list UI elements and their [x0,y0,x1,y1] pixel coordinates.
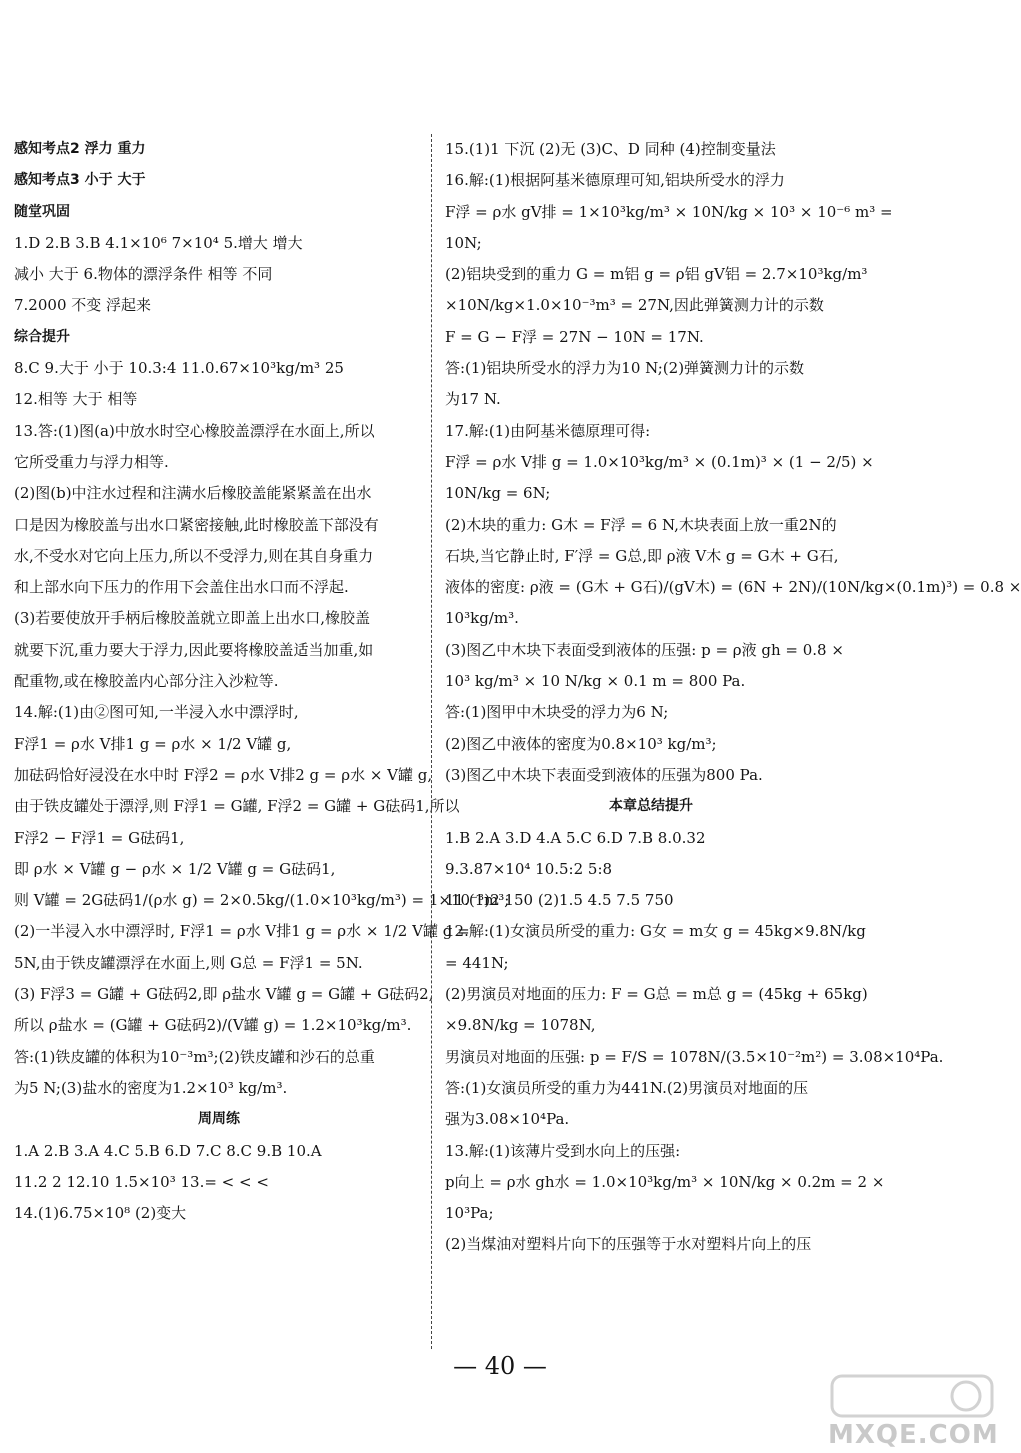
answer-line: 14.解:(1)由②图可知,一半浸入水中漂浮时, [14,703,299,722]
answer-line: (2)木块的重力: G木 = F浮 = 6 N,木块表面上放一重2N的 [445,515,837,534]
section-heading: 周周练 [198,1111,240,1128]
answer-line: (2)男演员对地面的压力: F = G总 = m总 g = (45kg + 65kg) [445,985,868,1004]
answer-line: 5N,由于铁皮罐漂浮在水面上,则 G总 = F浮1 = 5N. [14,953,363,972]
answer-line: 1.B 2.A 3.D 4.A 5.C 6.D 7.B 8.0.32 [445,828,706,847]
answer-line: 10³ kg/m³ × 10 N/kg × 0.1 m = 800 Pa. [445,672,746,691]
answer-line: 16.解:(1)根据阿基米德原理可知,铝块所受水的浮力 [445,171,785,190]
answer-line: 8.C 9.大于 小于 10.3:4 11.0.67×10³kg/m³ 25 [14,359,344,378]
section-heading: 感知考点2 浮力 重力 [14,141,146,157]
watermark-logo [828,1370,999,1450]
answer-line: (3)若要使放开手柄后橡胶盖就立即盖上出水口,橡胶盖 [14,609,371,628]
answer-line: (3) F浮3 = G罐 + G砝码2,即 ρ盐水 V罐 g = G罐 + G砝码2, [14,985,434,1004]
answer-line: (3)图乙中木块下表面受到液体的压强为800 Pa. [445,765,763,784]
section-heading: 综合提升 [14,328,70,345]
answer-line: 和上部水向下压力的作用下会盖住出水口而不浮起. [14,578,349,597]
answer-line: (2)铝块受到的重力 G = m铝 g = ρ铝 gV铝 = 2.7×10³kg/m³ [445,265,868,284]
answer-line: 10³Pa; [445,1204,494,1223]
answer-line: 13.答:(1)图(a)中放水时空心橡胶盖漂浮在水面上,所以 [14,421,375,440]
answer-line: 10N/kg = 6N; [445,484,551,503]
answer-line: F浮2 − F浮1 = G砝码1, [14,828,185,847]
answer-line: 1.D 2.B 3.B 4.1×10⁶ 7×10⁴ 5.增大 增大 [14,233,303,252]
answer-line: 它所受重力与浮力相等. [14,452,169,471]
answer-line: 答:(1)铁皮罐的体积为10⁻³m³;(2)铁皮罐和沙石的总重 [14,1047,375,1066]
answer-line: 1.A 2.B 3.A 4.C 5.B 6.D 7.C 8.C 9.B 10.A [14,1141,322,1160]
answer-line: ×9.8N/kg = 1078N, [445,1016,596,1035]
answer-line: F浮 = ρ水 V排 g = 1.0×10³kg/m³ × (0.1m)³ × (1 − 2/5) × [445,452,874,471]
answer-line: 14.(1)6.75×10⁸ (2)变大 [14,1204,187,1223]
watermark-text: MXQE.COM [828,1420,999,1450]
answer-line: 7.2000 不变 浮起来 [14,296,152,315]
answer-line: 口是因为橡胶盖与出水口紧密接触,此时橡胶盖下部没有 [14,515,379,534]
answer-line: F浮1 = ρ水 V排1 g = ρ水 × 1/2 V罐 g, [14,734,292,753]
answer-line: F浮 = ρ水 gV排 = 1×10³kg/m³ × 10N/kg × 10³ × 10⁻⁶ m³ = [445,202,893,221]
answer-line: 则 V罐 = 2G砝码1/(ρ水 g) = 2×0.5kg/(1.0×10³kg/m³) = 1×10⁻³m³; [14,891,510,910]
answer-line: 为5 N;(3)盐水的密度为1.2×10³ kg/m³. [14,1078,288,1097]
answer-line: 答:(1)铝块所受水的浮力为10 N;(2)弹簧测力计的示数 [445,359,805,378]
answer-line: 9.3.87×10⁴ 10.5:2 5:8 [445,859,613,878]
answer-line: 17.解:(1)由阿基米德原理可得: [445,421,651,440]
section-heading: 本章总结提升 [609,798,693,815]
answer-line: 由于铁皮罐处于漂浮,则 F浮1 = G罐, F浮2 = G罐 + G砝码1,所以 [14,797,460,816]
answer-line: 15.(1)1 下沉 (2)无 (3)C、D 同种 (4)控制变量法 [445,140,776,158]
answer-line: (2)当煤油对塑料片向下的压强等于水对塑料片向上的压 [445,1235,812,1254]
watermark-emblem-icon [828,1370,996,1420]
column-divider [431,134,432,1349]
right-column [445,134,1021,1261]
answer-line: (2)图乙中液体的密度为0.8×10³ kg/m³; [445,734,717,753]
answer-line: 就要下沉,重力要大于浮力,因此要将橡胶盖适当加重,如 [14,640,374,659]
answer-line: 答:(1)图甲中木块受的浮力为6 N; [445,703,669,722]
answer-line: (2)图(b)中注水过程和注满水后橡胶盖能紧紧盖在出水 [14,484,372,503]
answer-line: 加砝码恰好浸没在水中时 F浮2 = ρ水 V排2 g = ρ水 × V罐 g, [14,765,433,784]
answer-line: 所以 ρ盐水 = (G罐 + G砝码2)/(V罐 g) = 1.2×10³kg/m³. [14,1016,412,1035]
answer-line: 为17 N. [445,390,501,409]
section-heading: 感知考点3 小于 大于 [14,172,146,189]
answer-line: 强为3.08×10⁴Pa. [445,1110,570,1129]
answer-line: 10N; [445,233,482,252]
answer-line: p向上 = ρ水 gh水 = 1.0×10³kg/m³ × 10N/kg × 0.2m = 2 × [445,1172,885,1191]
answer-line: 12.解:(1)女演员所受的重力: G女 = m女 g = 45kg×9.8N/kg [445,922,866,941]
answer-line: = 441N; [445,953,509,972]
answer-line: (3)图乙中木块下表面受到液体的压强: p = ρ液 gh = 0.8 × [445,640,844,659]
answer-line: 男演员对地面的压强: p = F/S = 1078N/(3.5×10⁻²m²) = 3.08×10⁴Pa. [445,1047,944,1066]
answer-line: F = G − F浮 = 27N − 10N = 17N. [445,327,704,346]
answer-line: 水,不受水对它向上压力,所以不受浮力,则在其自身重力 [14,546,374,565]
answer-line: 12.相等 大于 相等 [14,390,138,409]
answer-line: 石块,当它静止时, F′浮 = G总,即 ρ液 V木 g = G木 + G石, [445,546,839,565]
answer-line: 减小 大于 6.物体的漂浮条件 相等 不同 [14,265,273,284]
answer-line: 13.解:(1)该薄片受到水向上的压强: [445,1141,681,1160]
answer-line: 11.(1)2 150 (2)1.5 4.5 7.5 750 [445,891,674,910]
answer-line: 液体的密度: ρ液 = (G木 + G石)/(gV木) = (6N + 2N)/(10N/kg×(0.1m)³) = 0.8 × [445,578,1021,597]
answer-line: ×10N/kg×1.0×10⁻³m³ = 27N,因此弹簧测力计的示数 [445,296,824,315]
page-number: — 40 — [453,1352,547,1380]
answer-line: 配重物,或在橡胶盖内心部分注入沙粒等. [14,672,279,691]
answer-line: (2)一半浸入水中漂浮时, F浮1 = ρ水 V排1 g = ρ水 × 1/2 V罐 g = [14,922,470,941]
answer-line: 即 ρ水 × V罐 g − ρ水 × 1/2 V罐 g = G砝码1, [14,859,336,878]
answer-line: 10³kg/m³. [445,609,519,628]
section-heading: 随堂巩固 [14,203,70,220]
answer-line: 答:(1)女演员所受的重力为441N.(2)男演员对地面的压 [445,1078,809,1097]
answer-line: 11.2 2 12.10 1.5×10³ 13.= < < < [14,1172,269,1191]
